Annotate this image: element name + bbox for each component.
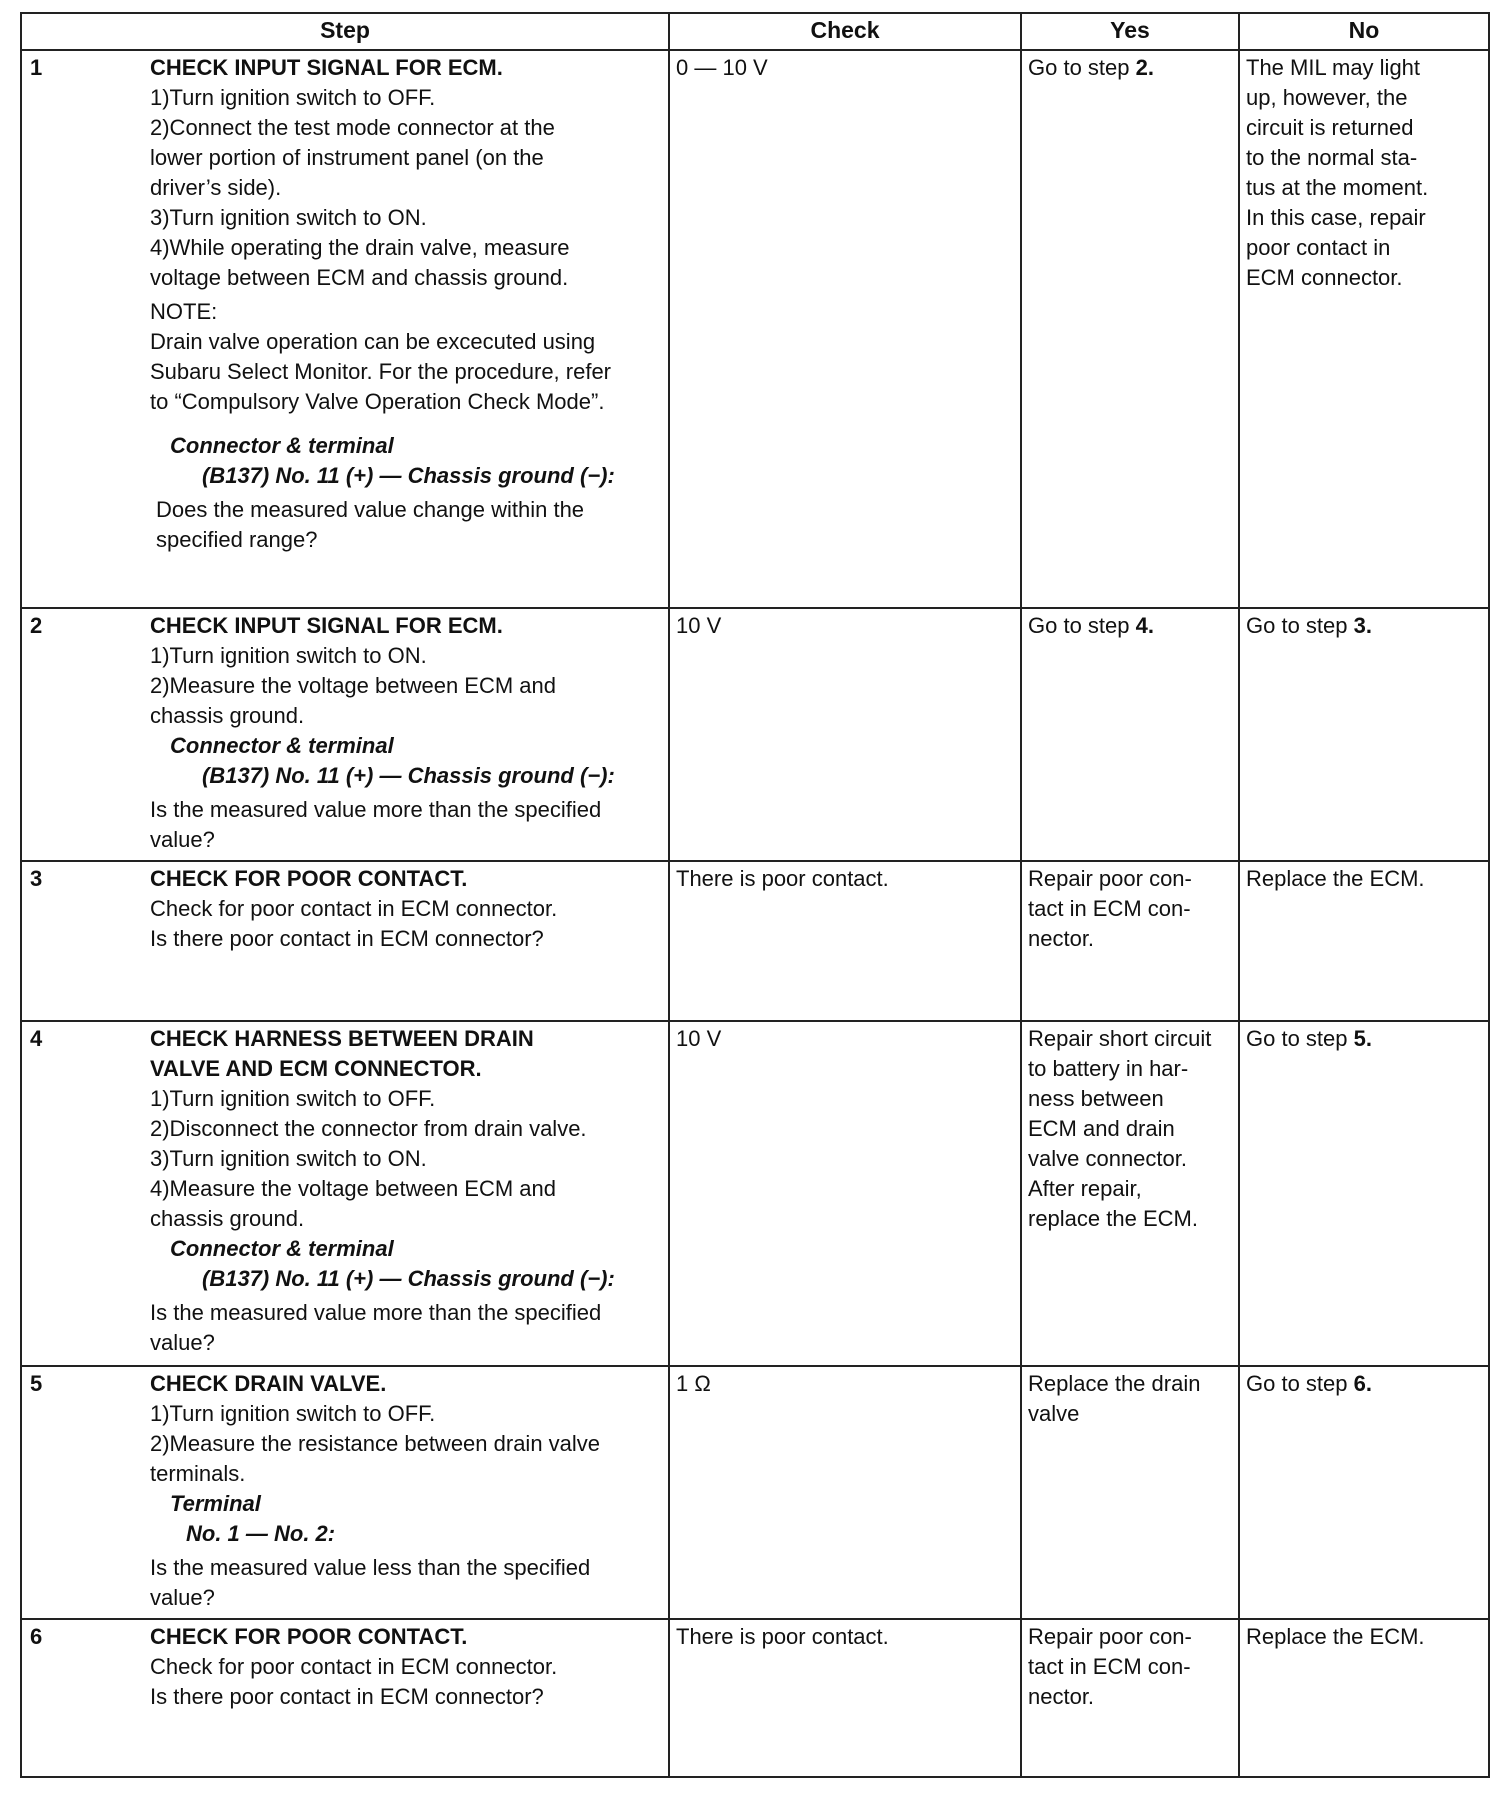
check-value: There is poor contact. [669,861,1021,1021]
check-value: 0 — 10 V [669,50,1021,608]
instruction-line: chassis ground. [150,703,305,728]
no-line: In this case, repair [1246,205,1426,230]
step-cell [21,1366,669,1619]
check-value: 10 V [669,1021,1021,1366]
step-title: CHECK INPUT SIGNAL FOR ECM. [150,55,503,80]
question-line: Is the measured value more than the specified [150,1300,602,1325]
yes-line: Replace the drain [1028,1371,1201,1396]
no-cell [1239,608,1489,861]
step-title: CHECK HARNESS BETWEEN DRAIN [150,1026,534,1051]
note-line: Drain valve operation can be excecuted using [150,329,596,354]
connector-label: Connector & terminal [170,1236,394,1261]
instruction-line: 4)Measure the voltage between ECM and [150,1176,557,1201]
yes-line: nector. [1028,1684,1095,1709]
no-line: up, however, the [1246,85,1408,110]
instruction-line: 1)Turn ignition switch to OFF. [150,1086,436,1111]
step-number: 2 [30,613,43,638]
yes-line: valve [1028,1401,1080,1426]
table-row [21,861,1489,1021]
yes-cell [1021,1619,1239,1777]
no-line: circuit is returned [1246,115,1414,140]
step-cell [21,861,669,1021]
instruction-line: 2)Measure the resistance between drain valve [150,1431,601,1456]
yes-cell [1021,1021,1239,1366]
instruction-line: 2)Connect the test mode connector at the [150,115,555,140]
instruction-line: Is there poor contact in ECM connector? [150,926,544,951]
yes-step-ref: 2 [1135,55,1148,80]
yes-line: tact in ECM con- [1028,1654,1191,1679]
instruction-line: Is there poor contact in ECM connector? [150,1684,544,1709]
step-cell [21,1619,669,1777]
yes-line: Repair poor con- [1028,866,1192,891]
question-line: Does the measured value change within the [156,497,585,522]
question-line: value? [150,1330,215,1355]
no-suffix: . [1365,613,1372,638]
no-suffix: . [1365,1026,1372,1051]
yes-step-ref: 4 [1135,613,1148,638]
no-cell [1239,50,1489,608]
yes-line: ness between [1028,1086,1164,1111]
no-cell [1239,1021,1489,1366]
check-value: There is poor contact. [669,1619,1021,1777]
connector-value: (B137) No. 11 (+) — Chassis ground (−): [202,763,615,788]
no-step-ref: 3 [1353,613,1366,638]
step-title: CHECK INPUT SIGNAL FOR ECM. [150,613,503,638]
instruction-line: 3)Turn ignition switch to ON. [150,1146,427,1171]
yes-cell [1021,861,1239,1021]
yes-line: ECM and drain [1028,1116,1175,1141]
instruction-line: lower portion of instrument panel (on the [150,145,544,170]
yes-line: tact in ECM con- [1028,896,1191,921]
connector-label: Connector & terminal [170,433,394,458]
no-step-ref: 5 [1353,1026,1366,1051]
yes-text: Go to step [1028,613,1136,638]
no-cell: Replace the ECM. [1239,1619,1489,1777]
yes-cell [1021,50,1239,608]
question-line: Is the measured value less than the specified [150,1555,591,1580]
yes-line: replace the ECM. [1028,1206,1198,1231]
connector-value: (B137) No. 11 (+) — Chassis ground (−): [202,463,615,488]
instruction-line: 1)Turn ignition switch to ON. [150,643,427,668]
instruction-line: driver’s side). [150,175,282,200]
check-value: 10 V [669,608,1021,861]
no-line: tus at the moment. [1246,175,1429,200]
no-cell: Replace the ECM. [1239,861,1489,1021]
table-row [21,50,1489,608]
yes-suffix: . [1147,55,1154,80]
table-row [21,608,1489,861]
header-check: Check [669,13,1021,50]
yes-line: valve connector. [1028,1146,1187,1171]
step-title: CHECK FOR POOR CONTACT. [150,1624,468,1649]
note-label: NOTE: [150,299,218,324]
connector-value: No. 1 — No. 2: [186,1521,336,1546]
yes-text: Go to step [1028,55,1136,80]
no-text: Go to step [1246,613,1354,638]
no-line: poor contact in [1246,235,1391,260]
step-number: 5 [30,1371,43,1396]
yes-line: After repair, [1028,1176,1142,1201]
step-number: 3 [30,866,43,891]
check-value: 1 Ω [669,1366,1021,1619]
step-title: VALVE AND ECM CONNECTOR. [150,1056,482,1081]
instruction-line: Check for poor contact in ECM connector. [150,1654,558,1679]
step-cell [21,1021,669,1366]
connector-value: (B137) No. 11 (+) — Chassis ground (−): [202,1266,615,1291]
instruction-line: 1)Turn ignition switch to OFF. [150,1401,436,1426]
question-line: value? [150,827,215,852]
question-line: value? [150,1585,215,1610]
table-row [21,1021,1489,1366]
yes-line: nector. [1028,926,1095,951]
yes-line: to battery in har- [1028,1056,1189,1081]
instruction-line: voltage between ECM and chassis ground. [150,265,569,290]
no-line: ECM connector. [1246,265,1403,290]
instruction-line: chassis ground. [150,1206,305,1231]
yes-cell [1021,1366,1239,1619]
header-step: Step [21,13,669,50]
no-text: Go to step [1246,1371,1354,1396]
diagnostic-procedure-table [20,12,1490,1778]
connector-label: Connector & terminal [170,733,394,758]
header-yes: Yes [1021,13,1239,50]
question-line: specified range? [156,527,318,552]
instruction-line: 2)Disconnect the connector from drain valve. [150,1116,587,1141]
no-suffix: . [1365,1371,1372,1396]
step-number: 1 [30,55,43,80]
note-line: Subaru Select Monitor. For the procedure, refer [150,359,612,384]
instruction-line: 4)While operating the drain valve, measure [150,235,570,260]
note-line: to “Compulsory Valve Operation Check Mode”. [150,389,605,414]
no-cell [1239,1366,1489,1619]
instruction-line: Check for poor contact in ECM connector. [150,896,558,921]
question-line: Is the measured value more than the specified [150,797,602,822]
header-no: No [1239,13,1489,50]
yes-cell [1021,608,1239,861]
yes-line: Repair short circuit [1028,1026,1212,1051]
yes-line: Repair poor con- [1028,1624,1192,1649]
step-title: CHECK FOR POOR CONTACT. [150,866,468,891]
step-number: 4 [30,1026,43,1051]
table-row [21,1366,1489,1619]
step-cell [21,50,669,608]
yes-suffix: . [1147,613,1154,638]
step-number: 6 [30,1624,43,1649]
no-step-ref: 6 [1353,1371,1366,1396]
no-line: to the normal sta- [1246,145,1418,170]
instruction-line: terminals. [150,1461,246,1486]
no-line: The MIL may light [1246,55,1421,80]
step-title: CHECK DRAIN VALVE. [150,1371,387,1396]
instruction-line: 2)Measure the voltage between ECM and [150,673,557,698]
table-row [21,1619,1489,1777]
instruction-line: 1)Turn ignition switch to OFF. [150,85,436,110]
instruction-line: 3)Turn ignition switch to ON. [150,205,427,230]
no-text: Go to step [1246,1026,1354,1051]
connector-label: Terminal [170,1491,261,1516]
table-header-row [21,13,1489,50]
step-cell [21,608,669,861]
